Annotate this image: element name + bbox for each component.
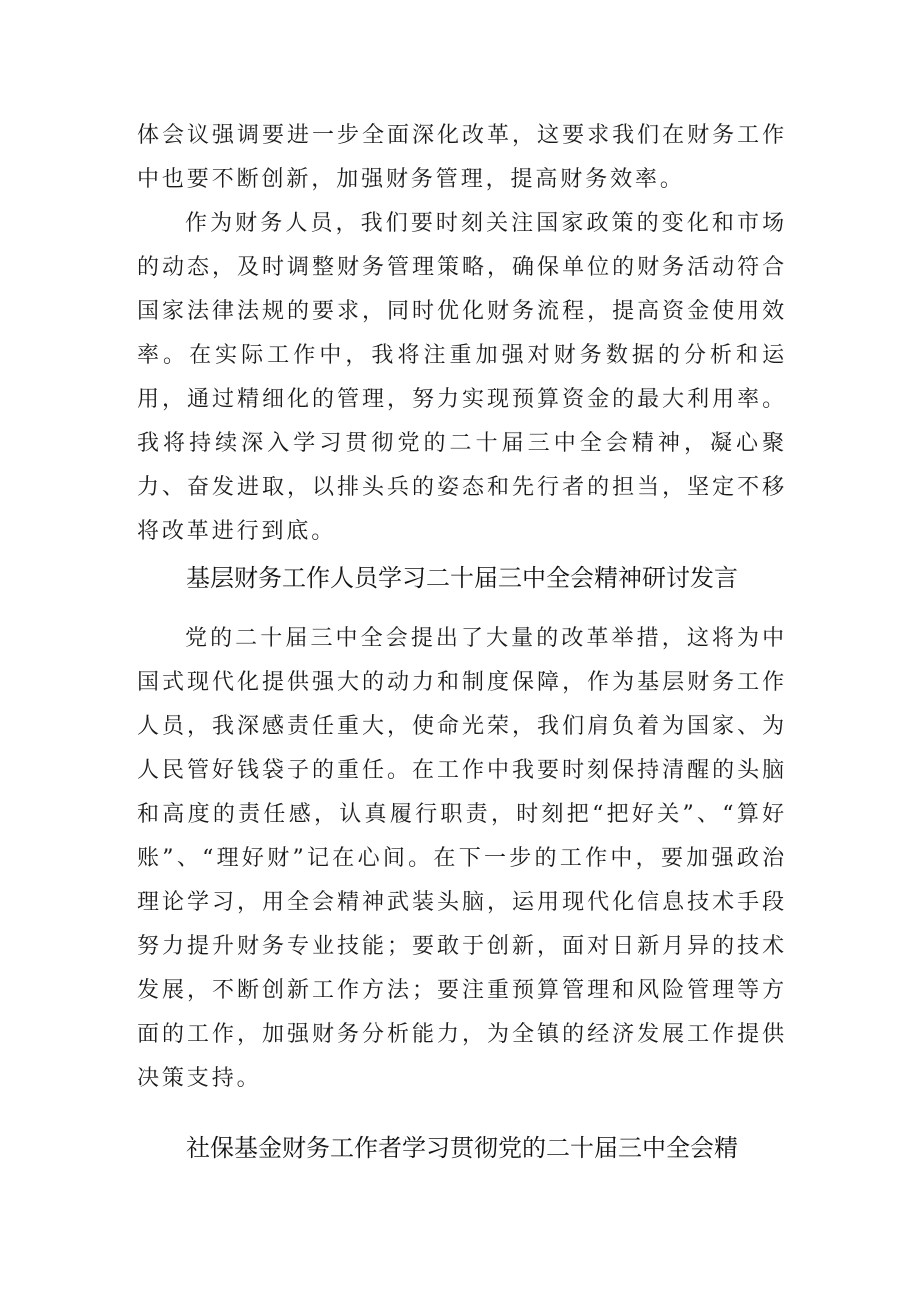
section-2-heading: 基层财务工作人员学习二十届三中全会精神研讨发言 — [186, 564, 738, 592]
section-3-heading: 社保基金财务工作者学习贯彻党的二十届三中全会精 — [186, 1134, 738, 1162]
section-1-body — [137, 114, 787, 554]
paragraph-1-1: 体会议强调要进一步全面深化改革，这要求我们在财务工作中也要不断创新，加强财务管理，提高财务效率。 — [137, 123, 787, 192]
paragraph-2-1: 党的二十届三中全会提出了大量的改革举措，这将为中国式现代化提供强大的动力和制度保障，作为基层财务工作人员，我深感责任重大，使命光荣，我们肩负着为国家、为人民管好钱袋子的重任。在工作中我要时刻保持清醒的头脑和高度的责任感，认真履行职责，时刻把“把好关”、“算好账”、“理好财”记在心间。在下一步的工作中，要加强政治理论学习，用全会精神武装头脑，运用现代化信息技术手段努力提升财务专业技能；要敢于创新，面对日新月异的技术发展，不断创新工作方法；要注重预算管理和风险管理等方面的工作，加强财务分析能力，为全镇的经济发展工作提供决策支持。 — [137, 626, 787, 1091]
section-2-body — [137, 617, 787, 1101]
paragraph-1-2: 作为财务人员，我们要时刻关注国家政策的变化和市场的动态，及时调整财务管理策略，确保单位的财务活动符合国家法律法规的要求，同时优化财务流程，提高资金使用效率。在实际工作中，我将注重加强对财务数据的分析和运用，通过精细化的管理，努力实现预算资金的最大利用率。我将持续深入学习贯彻党的二十届三中全会精神，凝心聚力、奋发进取，以排头兵的姿态和先行者的担当，坚定不移将改革进行到底。 — [137, 211, 787, 544]
